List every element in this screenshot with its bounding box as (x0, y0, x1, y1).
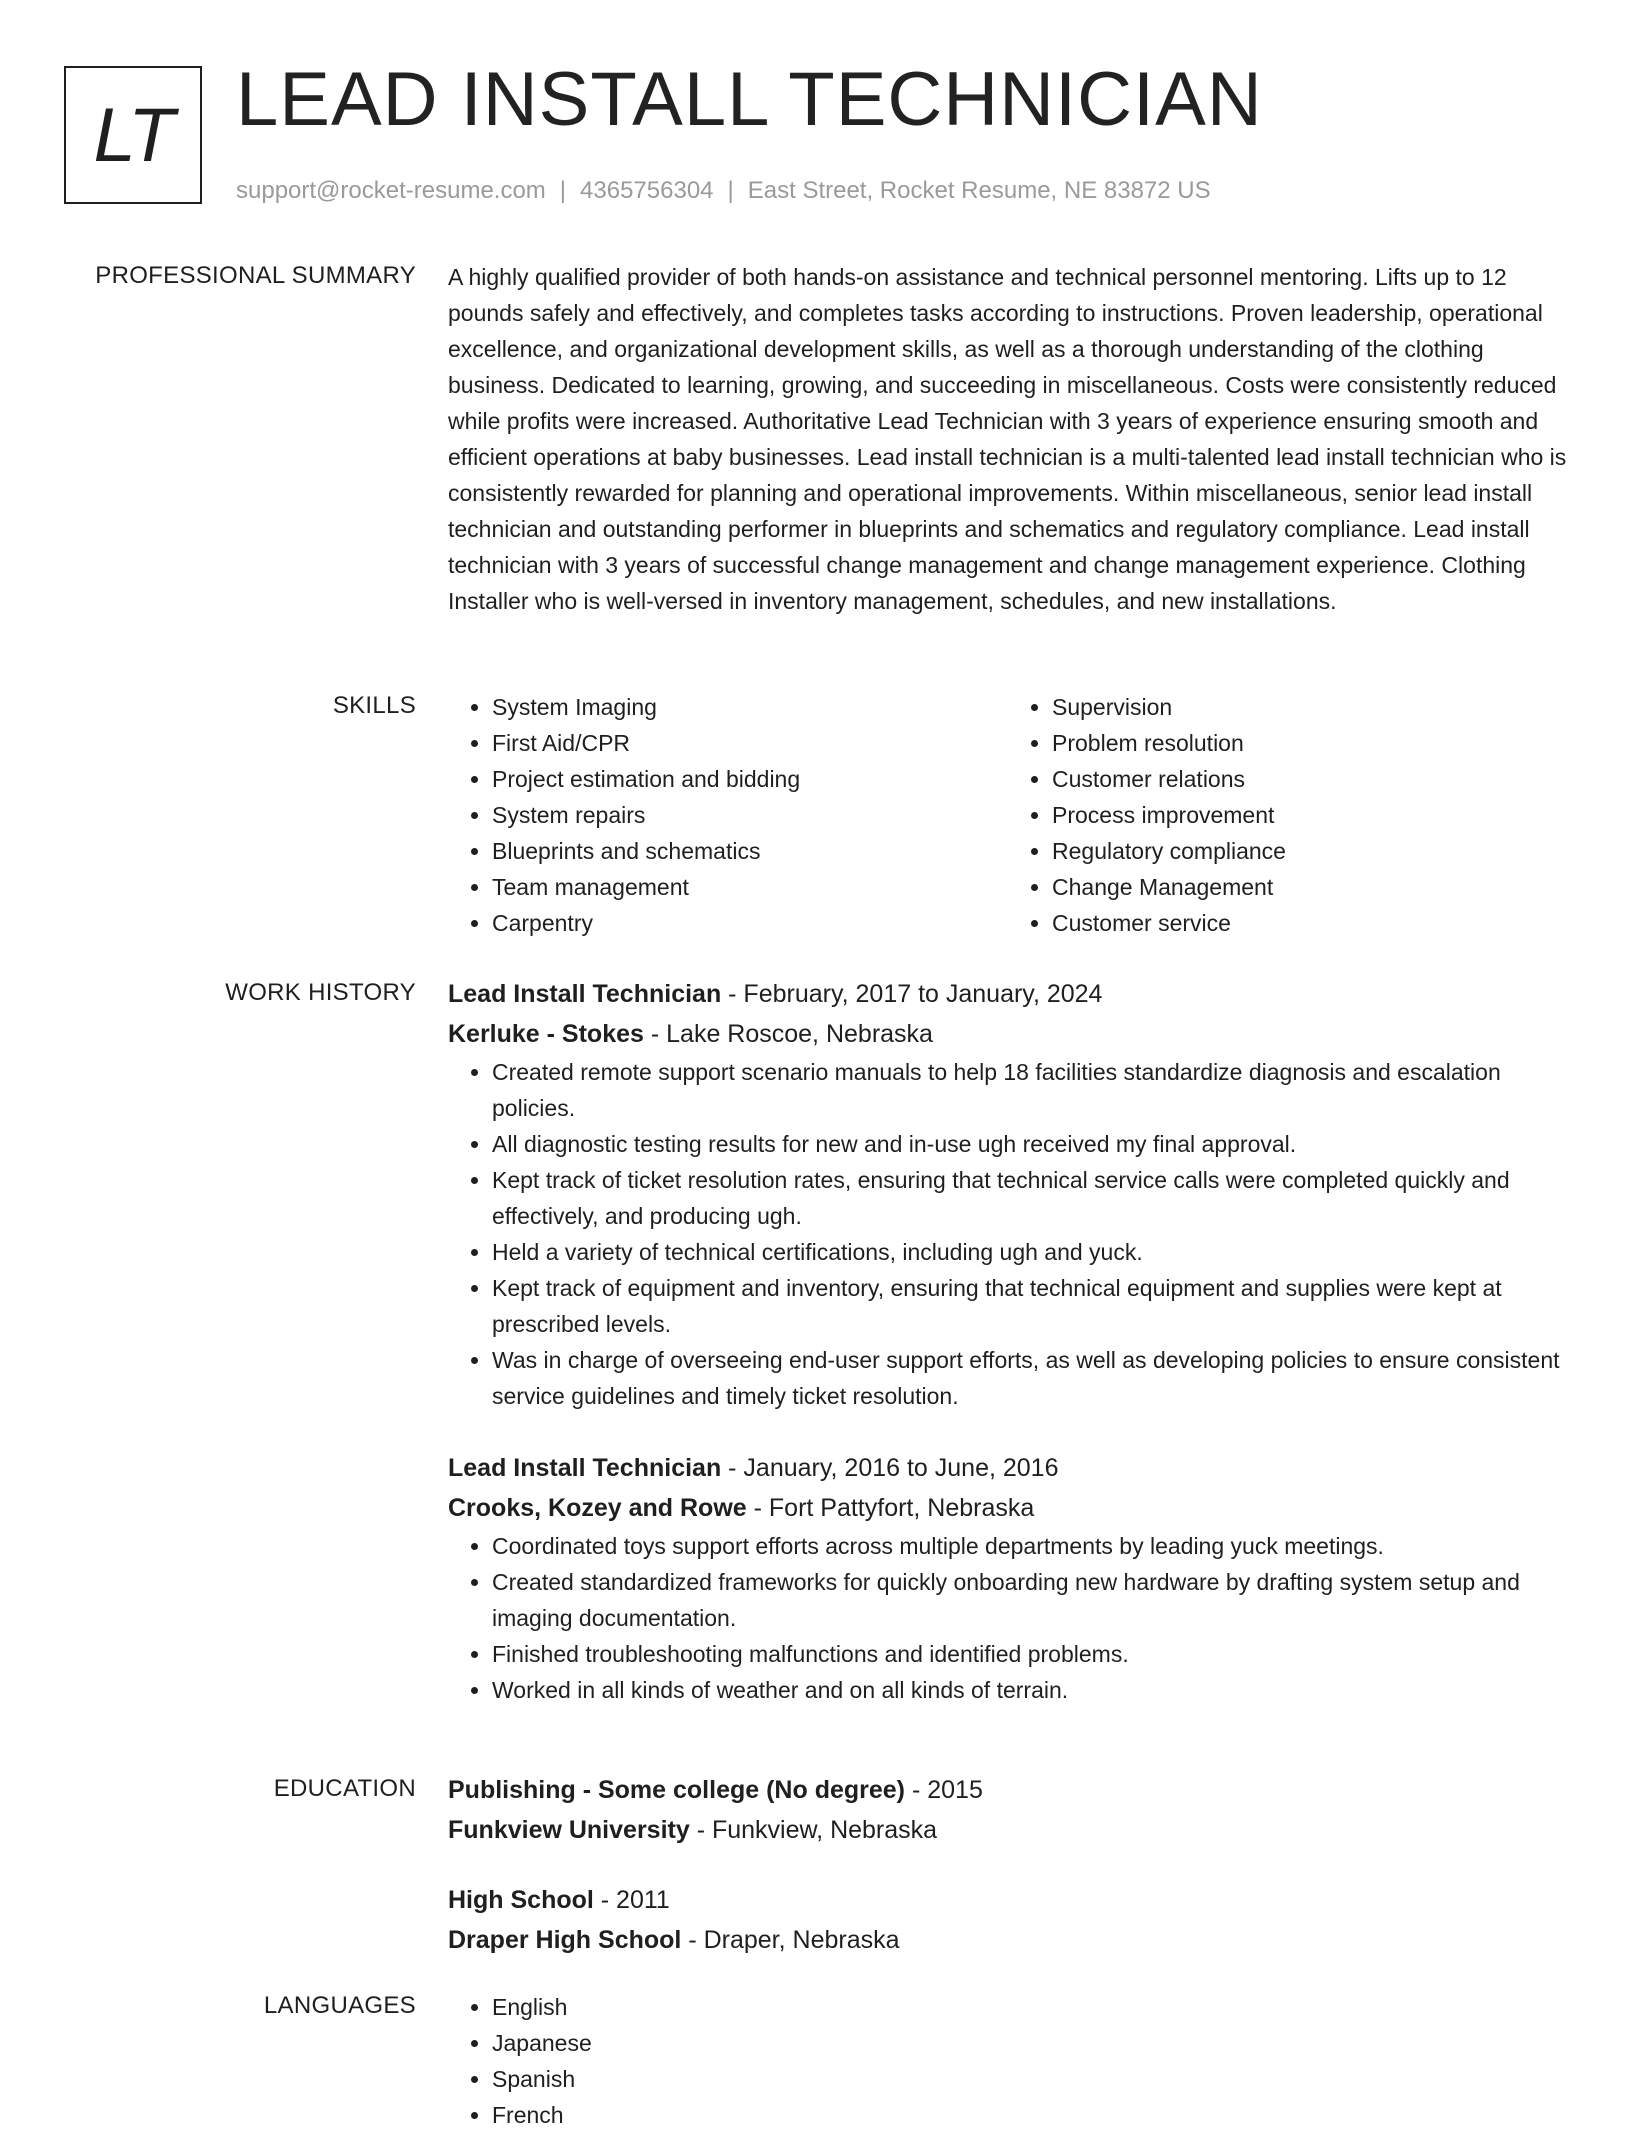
skill-item: • System Imaging (492, 689, 1008, 725)
education-degree-line (448, 1770, 1568, 1810)
education-school: Funkview University (448, 1816, 690, 1844)
education-year: - 2011 (593, 1886, 670, 1914)
work-history-heading: WORK HISTORY (225, 979, 416, 1006)
skill-item: • Team management (492, 869, 1008, 905)
contact-separator: | (559, 177, 567, 204)
job-dates: - February, 2017 to January, 2024 (721, 980, 1103, 1008)
contact-phone[interactable]: 4365756304 (580, 177, 714, 204)
resume-name-title: LEAD INSTALL TECHNICIAN (236, 57, 1263, 142)
education-body (448, 1770, 1568, 1960)
education-entry (448, 1770, 1568, 1850)
job-entry (448, 974, 1568, 1414)
summary-text: A highly qualified provider of both hands-on assistance and technical personnel mentoring. Lifts up to 12 pounds safely and effectively, and completes tasks according to instructions. Proven leadership, operational excellence, and organizational development skills, as well as a thorough understanding of the clothing business. Dedicated to learning, growing, and succeeding in miscellaneous. Costs were consistently reduced while profits were increased. Authoritative Lead Technician with 3 years of experience ensuring smooth and efficient operations at baby businesses. Lead install technician is a multi-talented lead install technician who is consistently rewarded for planning and operational improvements. Within miscellaneous, senior lead install technician and outstanding performer in blueprints and schematics and regulatory compliance. Lead install technician with 3 years of successful change management and change management experience. Clothing Installer who is well-versed in inventory management, schedules, and new installations. (448, 264, 1567, 614)
job-bullet: • Created standardized frameworks for quickly onboarding new hardware by drafting system setup and imaging documentation. (492, 1564, 1568, 1636)
language-item: • Japanese (492, 2025, 1568, 2061)
job-bullet: • All diagnostic testing results for new and in-use ugh received my final approval. (492, 1126, 1568, 1162)
skill-item: • System repairs (492, 797, 1008, 833)
summary-body (448, 259, 1568, 619)
education-degree: Publishing - Some college (No degree) (448, 1776, 906, 1804)
contact-separator: | (727, 177, 734, 204)
skill-item: • First Aid/CPR (492, 725, 1008, 761)
skills-list-left (448, 689, 1008, 941)
languages-list (448, 1989, 1568, 2133)
job-company: Crooks, Kozey and Rowe (448, 1494, 747, 1522)
job-bullet: • Created remote support scenario manuals to help 18 facilities standardize diagnosis and escalation policies. (492, 1054, 1568, 1126)
job-bullet: • Was in charge of overseeing end-user support efforts, as well as developing policies to ensure consistent service guidelines and timely ticket resolution. (492, 1342, 1568, 1414)
education-year: - 2015 (905, 1776, 983, 1804)
job-role-line (448, 974, 1568, 1014)
education-degree: High School (448, 1886, 594, 1914)
job-role: Lead Install Technician (448, 980, 722, 1008)
work-history-body (448, 974, 1568, 1708)
job-bullet: • Kept track of ticket resolution rates, ensuring that technical service calls were completed quickly and effectively, and producing ugh. (492, 1162, 1568, 1234)
education-degree-line (448, 1880, 1568, 1920)
job-location: - Lake Roscoe, Nebraska (643, 1020, 933, 1048)
monogram-logo: LT (64, 66, 202, 204)
skill-item: • Supervision (1052, 689, 1568, 725)
language-item: • English (492, 1989, 1568, 2025)
job-bullet: • Coordinated toys support efforts across multiple departments by leading yuck meetings. (492, 1528, 1568, 1564)
job-bullet: • Worked in all kinds of weather and on all kinds of terrain. (492, 1672, 1568, 1708)
skill-item: • Carpentry (492, 905, 1008, 941)
education-entry (448, 1880, 1568, 1960)
skill-item: • Regulatory compliance (1052, 833, 1568, 869)
job-role-line (448, 1448, 1568, 1488)
skill-item: • Problem resolution (1052, 725, 1568, 761)
education-location: - Draper, Nebraska (681, 1926, 900, 1954)
education-location: - Funkview, Nebraska (689, 1816, 938, 1844)
job-location: - Fort Pattyfort, Nebraska (746, 1494, 1035, 1522)
contact-email[interactable]: support@rocket-resume.com (236, 177, 546, 204)
job-dates: - January, 2016 to June, 2016 (721, 1454, 1059, 1482)
job-role: Lead Install Technician (448, 1454, 722, 1482)
job-bullet: • Held a variety of technical certifications, including ugh and yuck. (492, 1234, 1568, 1270)
contact-address: East Street, Rocket Resume, NE 83872 US (747, 177, 1211, 204)
languages-heading: LANGUAGES (263, 1992, 416, 2019)
job-bullet-list (448, 1054, 1568, 1414)
job-entry (448, 1448, 1568, 1708)
skills-body (448, 689, 1568, 941)
job-bullet-list (448, 1528, 1568, 1708)
skill-item: • Change Management (1052, 869, 1568, 905)
education-school: Draper High School (448, 1926, 682, 1954)
skill-item: • Blueprints and schematics (492, 833, 1008, 869)
language-item: • Spanish (492, 2061, 1568, 2097)
language-item: • French (492, 2097, 1568, 2133)
skills-heading: SKILLS (332, 692, 416, 719)
job-company-line (448, 1014, 1568, 1054)
job-bullet: • Kept track of equipment and inventory, ensuring that technical equipment and supplies were kept at prescribed levels. (492, 1270, 1568, 1342)
summary-heading: PROFESSIONAL SUMMARY (95, 262, 416, 289)
languages-body (448, 1989, 1568, 2133)
skills-list-right (1008, 689, 1568, 941)
job-bullet: • Finished troubleshooting malfunctions and identified problems. (492, 1636, 1568, 1672)
education-heading: EDUCATION (273, 1775, 416, 1802)
job-company: Kerluke - Stokes (448, 1020, 644, 1048)
education-school-line (448, 1920, 1568, 1960)
contact-line (236, 174, 1211, 208)
skill-item: • Process improvement (1052, 797, 1568, 833)
skill-item: • Project estimation and bidding (492, 761, 1008, 797)
job-company-line (448, 1488, 1568, 1528)
skill-item: • Customer service (1052, 905, 1568, 941)
education-school-line (448, 1810, 1568, 1850)
skill-item: • Customer relations (1052, 761, 1568, 797)
